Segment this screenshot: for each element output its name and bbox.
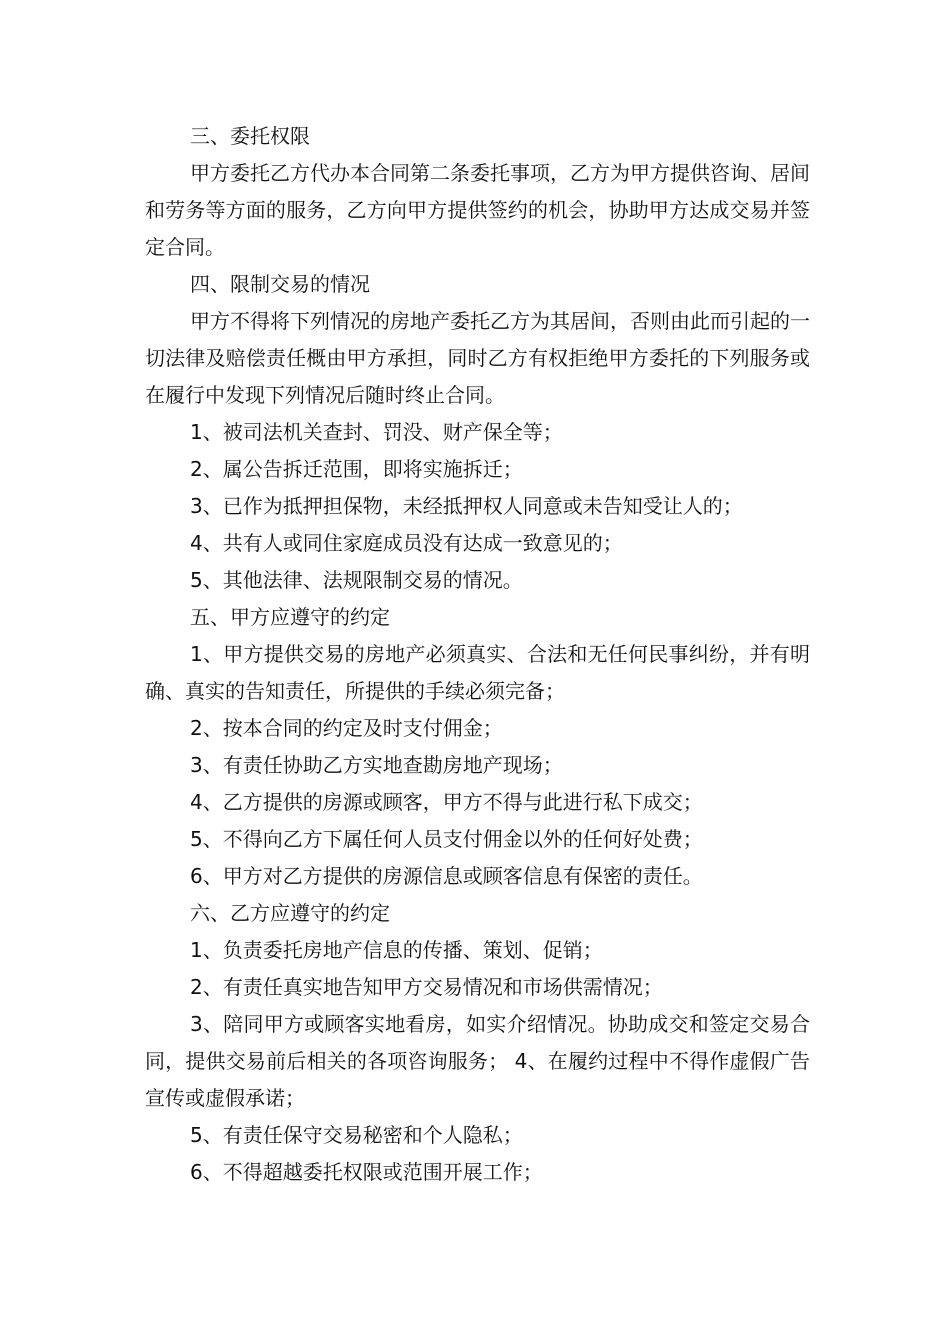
- list-item: 5、不得向乙方下属任何人员支付佣金以外的任何好处费；: [190, 827, 703, 851]
- list-item: 5、有责任保守交易秘密和个人隐私；: [190, 1123, 523, 1147]
- list-item: 3、已作为抵押担保物，未经抵押权人同意或未告知受让人的；: [190, 494, 743, 518]
- list-item: 1、甲方提供交易的房地产必须真实、合法和无任何民事纠纷，并有明确、真实的告知责任，所提供的手续必须完备；: [145, 642, 810, 703]
- list-item: 3、有责任协助乙方实地查勘房地产现场；: [190, 753, 563, 777]
- section-heading-party-b: 六、乙方应遵守的约定: [190, 901, 390, 925]
- paragraph-restrictions: 甲方不得将下列情况的房地产委托乙方为其居间，否则由此而引起的一切法律及赔偿责任概由甲方承担，同时乙方有权拒绝甲方委托的下列服务或在履行中发现下列情况后随时终止合同。: [145, 309, 810, 407]
- list-item: 4、乙方提供的房源或顾客，甲方不得与此进行私下成交；: [190, 790, 703, 814]
- list-item: 6、不得超越委托权限或范围开展工作；: [190, 1160, 543, 1184]
- list-item: 3、陪同甲方或顾客实地看房，如实介绍情况。协助成交和签定交易合同，提供交易前后相关的各项咨询服务； 4、在履约过程中不得作虚假广告宣传或虚假承诺；: [145, 1012, 810, 1110]
- list-item: 2、属公告拆迁范围，即将实施拆迁；: [190, 457, 523, 481]
- list-item: 2、按本合同的约定及时支付佣金；: [190, 716, 503, 740]
- list-item: 5、其他法律、法规限制交易的情况。: [190, 568, 523, 592]
- list-item: 4、共有人或同住家庭成员没有达成一致意见的；: [190, 531, 623, 555]
- section-heading-party-a: 五、甲方应遵守的约定: [190, 605, 390, 629]
- section-heading-authority: 三、委托权限: [190, 124, 310, 148]
- list-item: 6、甲方对乙方提供的房源信息或顾客信息有保密的责任。: [190, 864, 703, 888]
- paragraph-authority: 甲方委托乙方代办本合同第二条委托事项，乙方为甲方提供咨询、居间和劳务等方面的服务，乙方向甲方提供签约的机会，协助甲方达成交易并签定合同。: [145, 161, 810, 259]
- list-item: 1、被司法机关查封、罚没、财产保全等；: [190, 420, 563, 444]
- list-item: 1、负责委托房地产信息的传播、策划、促销；: [190, 938, 603, 962]
- document-body: [145, 118, 810, 1191]
- section-heading-restrictions: 四、限制交易的情况: [190, 272, 370, 296]
- list-item: 2、有责任真实地告知甲方交易情况和市场供需情况；: [190, 975, 663, 999]
